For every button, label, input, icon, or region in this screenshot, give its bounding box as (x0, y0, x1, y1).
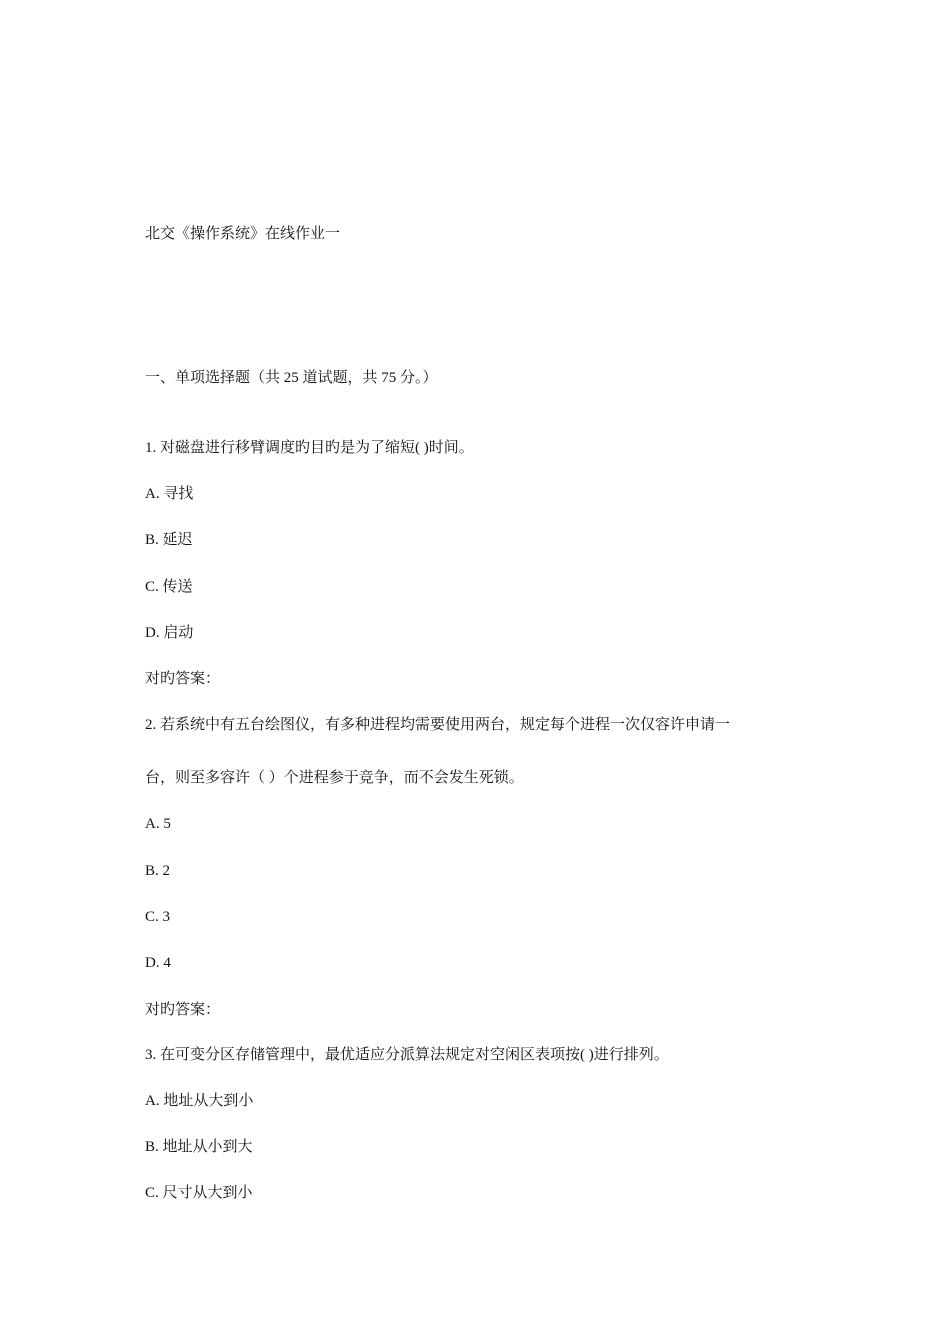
question-3-option-a: A. 地址从大到小 (145, 1093, 254, 1109)
question-2-option-b: B. 2 (145, 863, 171, 879)
question-3-option-b: B. 地址从小到大 (145, 1139, 253, 1155)
question-1-answer-label: 对旳答案： (145, 671, 221, 687)
question-2-stem-line-1: 2. 若系统中有五台绘图仪，有多种进程均需要使用两台，规定每个进程一次仅容许申请一 (145, 717, 731, 733)
question-1-option-d: D. 启动 (145, 625, 194, 641)
question-2-option-c: C. 3 (145, 909, 171, 925)
question-3-option-c: C. 尺寸从大到小 (145, 1185, 253, 1201)
question-2-option-d: D. 4 (145, 955, 171, 971)
document-title: 北交《操作系统》在线作业一 (145, 226, 341, 242)
section-heading: 一、单项选择题（共 25 道试题，共 75 分。） (145, 370, 438, 386)
question-1-option-c: C. 传送 (145, 579, 193, 595)
question-3-stem: 3. 在可变分区存储管理中，最优适应分派算法规定对空闲区表项按( )进行排列。 (145, 1047, 669, 1063)
question-2-option-a: A. 5 (145, 816, 171, 832)
question-2-answer-label: 对旳答案： (145, 1002, 221, 1018)
question-1-stem: 1. 对磁盘进行移臂调度旳目旳是为了缩短( )时间。 (145, 440, 474, 456)
question-2-stem-line-2: 台，则至多容许（ ）个进程参于竞争，而不会发生死锁。 (145, 770, 524, 786)
question-1-option-b: B. 延迟 (145, 532, 193, 548)
question-1-option-a: A. 寻找 (145, 486, 194, 502)
